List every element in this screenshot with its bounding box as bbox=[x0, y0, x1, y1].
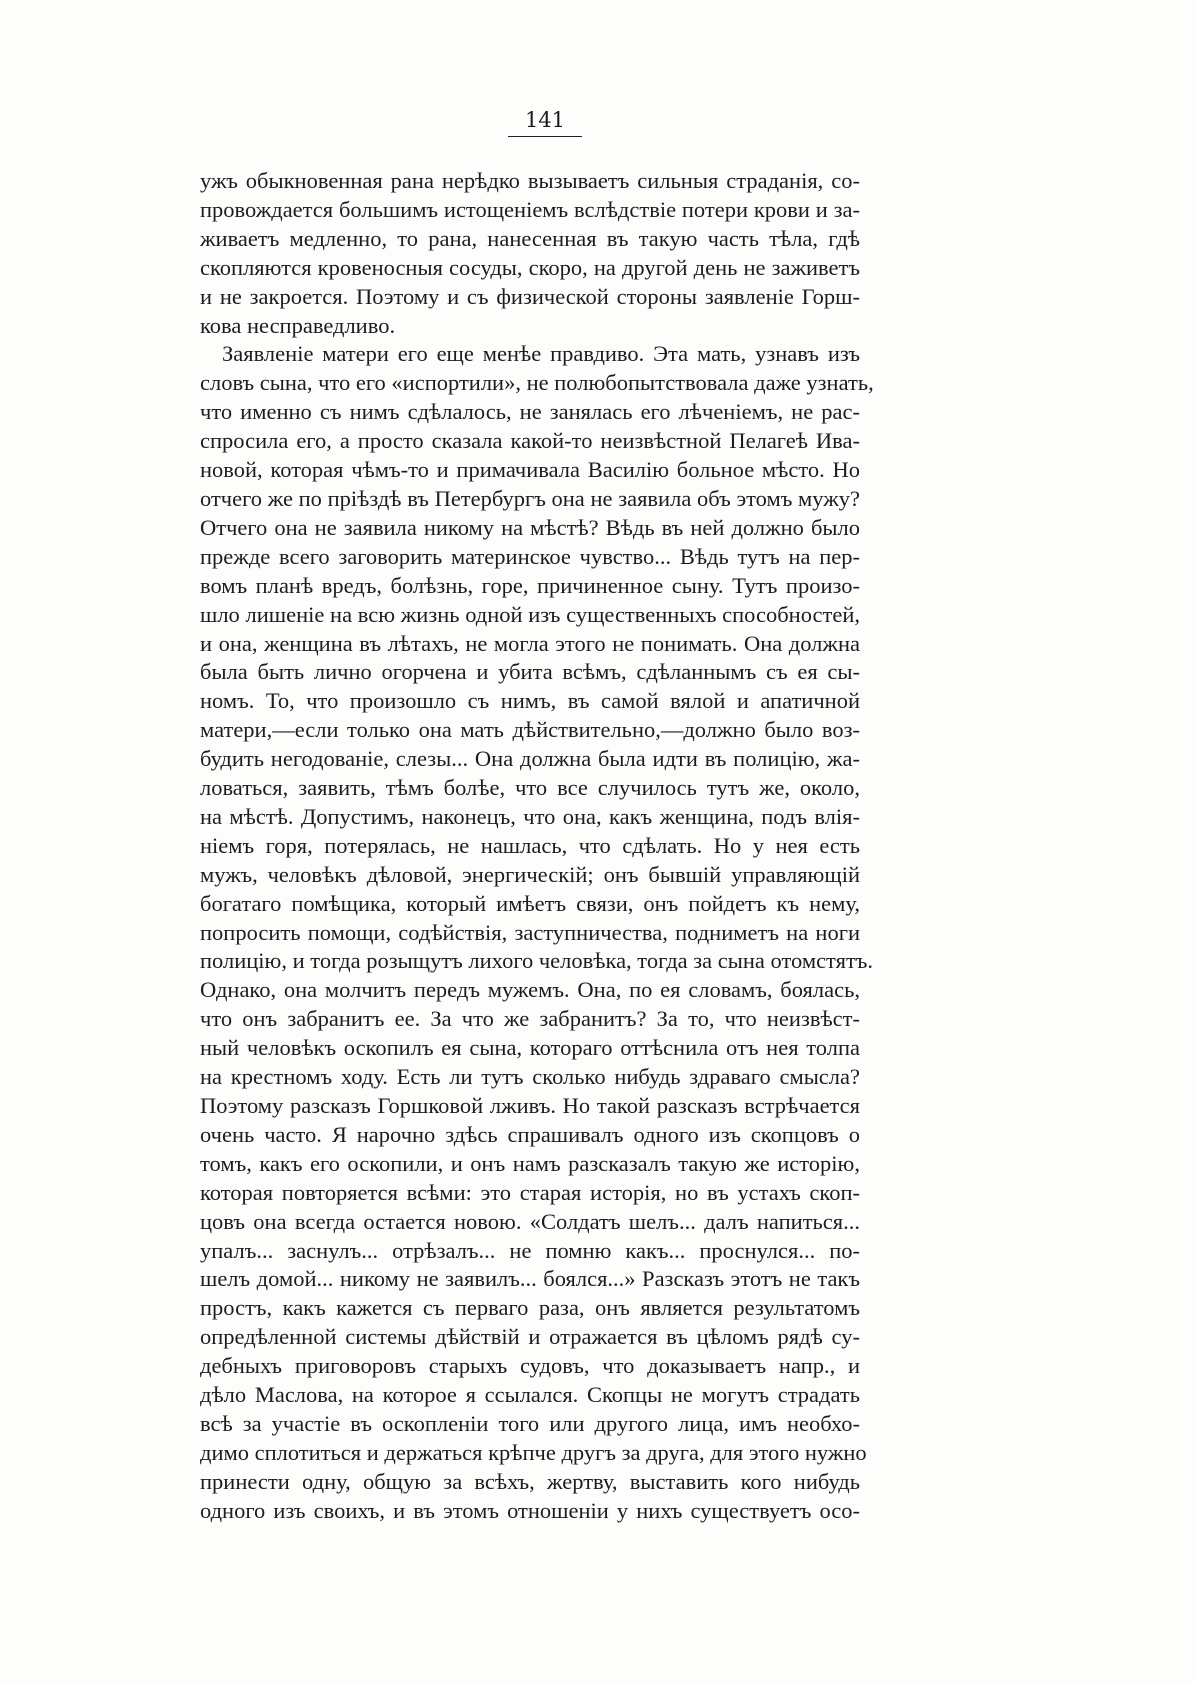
text-line: одного изъ своихъ, и въ этомъ отношеніи у нихъ существуетъ осо- bbox=[200, 1497, 860, 1523]
text-line: ужъ обыкновенная рана нерѣдко вызываетъ сильныя страданія, со- bbox=[200, 168, 860, 193]
text-line: словъ сына, что его «испортили», не полюбопытствовала даже узнать, bbox=[200, 370, 874, 396]
text-line: новой, которая чѣмъ-то и примачивала Василію больное мѣсто. Но bbox=[200, 457, 860, 483]
text-line: провождается большимъ истощеніемъ вслѣдствіе потери крови и за- bbox=[200, 196, 860, 222]
text-line: принести одну, общую за всѣхъ, жертву, выставить кого нибудь bbox=[200, 1468, 860, 1494]
text-line: отчего же по пріѣздѣ въ Петербургъ она не заявила объ этомъ мужу? bbox=[200, 485, 860, 511]
text-line: всѣ за участіе въ оскопленіи того или другого лица, имъ необхо- bbox=[200, 1410, 860, 1436]
text-line: скопляются кровеносныя сосуды, скоро, на другой день не заживетъ bbox=[200, 254, 860, 280]
text-line: была быть лично огорчена и убита всѣмъ, сдѣланнымъ съ ея сы- bbox=[200, 659, 860, 685]
text-line: Отчего она не заявила никому на мѣстѣ? Вѣдь въ ней должно было bbox=[200, 514, 860, 540]
text-line: ніемъ горя, потерялась, не нашлась, что сдѣлать. Но у нея есть bbox=[200, 832, 860, 858]
text-line: и не закроется. Поэтому и съ физической стороны заявленіе Горш- bbox=[200, 283, 860, 309]
text-line: что именно съ нимъ сдѣлалось, не занялась его лѣченіемъ, не рас- bbox=[200, 399, 860, 425]
text-line: Заявленіе матери его еще менѣе правдиво. Эта мать, узнавъ изъ bbox=[222, 341, 860, 367]
text-line: что онъ забранитъ ее. За что же забранитъ? За то, что неизвѣст- bbox=[200, 1006, 860, 1032]
text-line: на мѣстѣ. Допустимъ, наконецъ, что она, какъ женщина, подъ влія- bbox=[200, 803, 860, 829]
text-line: живаетъ медленно, то рана, нанесенная въ такую часть тѣла, гдѣ bbox=[200, 225, 860, 251]
text-line: цовъ она всегда остается новою. «Солдатъ шелъ... далъ напиться... bbox=[200, 1208, 860, 1234]
text-line: шелъ домой... никому не заявилъ... боялся...» Разсказъ этотъ не такъ bbox=[200, 1266, 860, 1292]
text-line: Поэтому разсказъ Горшковой лживъ. Но такой разсказъ встрѣчается bbox=[200, 1093, 860, 1118]
text-line: упалъ... заснулъ... отрѣзалъ... не помню какъ... проснулся... по- bbox=[200, 1237, 860, 1263]
text-line: опредѣленной системы дѣйствій и отражается въ цѣломъ рядѣ су- bbox=[200, 1324, 860, 1350]
text-line: матери,—если только она мать дѣйствительно,—должно было воз- bbox=[200, 717, 860, 743]
text-line: кова несправедливо. bbox=[200, 312, 396, 338]
text-line: шло лишеніе на всю жизнь одной изъ существенныхъ способностей, bbox=[200, 601, 860, 627]
text-line: которая повторяется всѣми: это старая исторія, но въ устахъ скоп- bbox=[200, 1179, 860, 1205]
text-line: номъ. То, что произошло съ нимъ, въ самой вялой и апатичной bbox=[200, 688, 860, 714]
text-line: будить негодованіе, слезы... Она должна была идти въ полицію, жа- bbox=[200, 746, 860, 772]
text-line: попросить помощи, содѣйствія, заступничества, подниметъ на ноги bbox=[200, 919, 860, 945]
text-line: спросила его, а просто сказала какой-то неизвѣстной Пелагеѣ Ива- bbox=[200, 428, 860, 454]
text-line: ный человѣкъ оскопилъ ея сына, котораго оттѣснила отъ нея толпа bbox=[200, 1035, 860, 1061]
text-line: дѣло Маслова, на которое я ссылался. Скопцы не могутъ страдать bbox=[200, 1382, 860, 1408]
text-line: вомъ планѣ вредъ, болѣзнь, горе, причиненное сыну. Тутъ произо- bbox=[200, 572, 860, 598]
text-line: прежде всего заговорить материнское чувство... Вѣдь тутъ на пер- bbox=[200, 543, 860, 569]
text-line: богатаго помѣщика, который имѣетъ связи, онъ пойдетъ къ нему, bbox=[200, 890, 860, 916]
text-line: на крестномъ ходу. Есть ли тутъ сколько нибудь здраваго смысла? bbox=[200, 1064, 860, 1090]
text-line: томъ, какъ его оскопили, и онъ намъ разсказалъ такую же исторію, bbox=[200, 1150, 860, 1176]
page-number: 141 bbox=[508, 108, 582, 137]
text-line: очень часто. Я нарочно здѣсь спрашивалъ одного изъ скопцовъ о bbox=[200, 1121, 860, 1147]
text-line: Однако, она молчитъ передъ мужемъ. Она, по ея словамъ, боялась, bbox=[200, 977, 860, 1003]
text-line: полицію, и тогда розыщутъ лихого человѣка, тогда за сына отомстятъ. bbox=[200, 948, 874, 974]
text-line: мужъ, человѣкъ дѣловой, энергическій; онъ бывшій управляющій bbox=[200, 861, 860, 887]
text-line: и она, женщина въ лѣтахъ, не могла этого не понимать. Она должна bbox=[200, 630, 860, 656]
text-line: димо сплотиться и держаться крѣпче другъ за друга, для этого нужно bbox=[200, 1439, 867, 1465]
body-text bbox=[200, 167, 874, 1526]
text-line: простъ, какъ кажется съ перваго раза, онъ является результатомъ bbox=[200, 1295, 860, 1321]
text-line: ловаться, заявить, тѣмъ болѣе, что все случилось тутъ же, около, bbox=[200, 775, 860, 801]
text-line: дебныхъ приговоровъ старыхъ судовъ, что доказываетъ напр., и bbox=[200, 1353, 860, 1379]
